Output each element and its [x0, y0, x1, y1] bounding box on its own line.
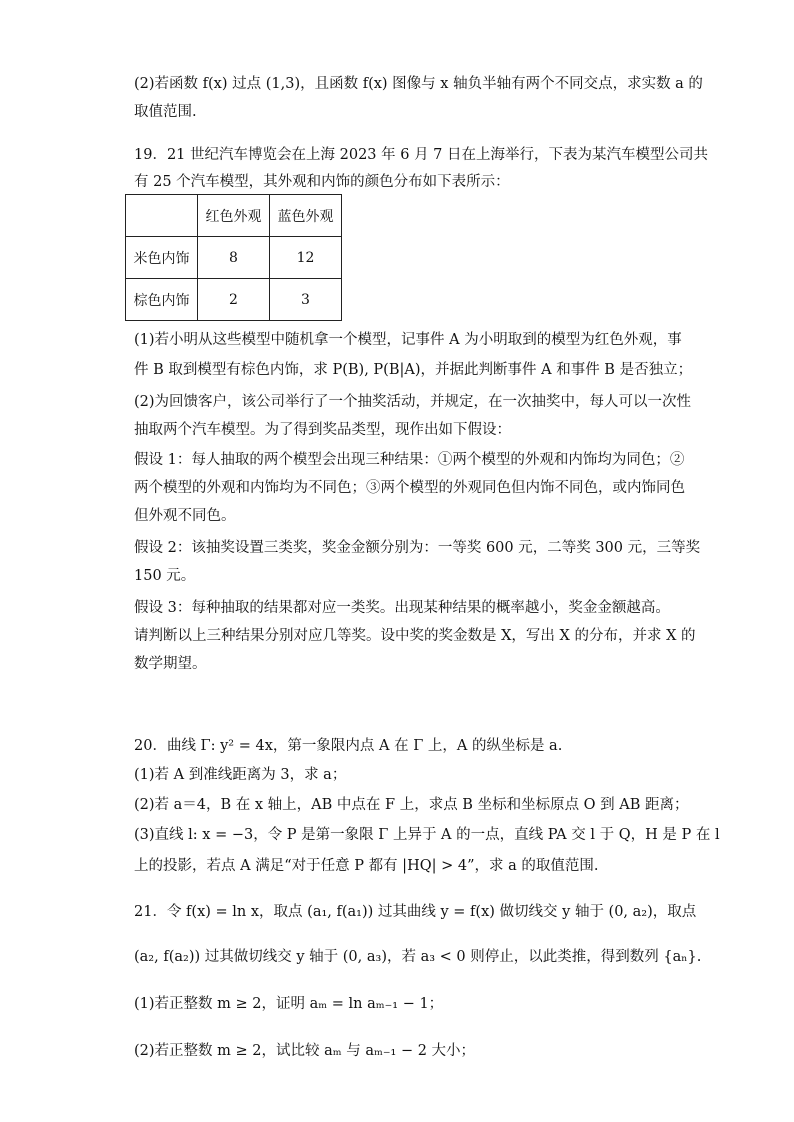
assumption-1-line-3: 但外观不同色。 — [134, 508, 236, 524]
q18-part2-line-2: 取值范围. — [134, 104, 197, 120]
q20-line-1: 20．曲线 Γ: y² = 4x，第一象限内点 A 在 Γ 上，A 的纵坐标是 a. — [134, 738, 563, 754]
table-header-cell: 红色外观 — [198, 195, 270, 237]
assumption-1-line-2: 两个模型的外观和内饰均为不同色；③两个模型的外观同色但内饰不同色，或内饰同色 — [134, 480, 685, 496]
table-header-cell — [126, 195, 198, 237]
table-row — [126, 279, 342, 321]
table-cell: 12 — [270, 237, 342, 279]
table-header-cell: 蓝色外观 — [270, 195, 342, 237]
q20-line-2: (1)若 A 到准线距离为 3，求 a； — [134, 767, 347, 783]
q19-question-line-1: 请判断以上三种结果分别对应几等奖。设中奖的奖金数是 X，写出 X 的分布，并求 X 的 — [134, 628, 696, 644]
table-header-row — [126, 195, 342, 237]
q19-part2-line-1: (2)为回馈客户，该公司举行了一个抽奖活动，并规定，在一次抽奖中，每人可以一次性 — [134, 394, 692, 410]
assumption-3-line-1: 假设 3：每种抽取的结果都对应一类奖。出现某种结果的概率越小，奖金金额越高。 — [134, 600, 670, 616]
assumption-1-line-1: 假设 1：每人抽取的两个模型会出现三种结果：①两个模型的外观和内饰均为同色；② — [134, 452, 685, 468]
table-row — [126, 237, 342, 279]
q19-part1-line-1: (1)若小明从这些模型中随机拿一个模型，记事件 A 为小明取到的模型为红色外观，事 — [134, 332, 682, 348]
q20-line-3: (2)若 a＝4，B 在 x 轴上，AB 中点在 F 上，求点 B 坐标和坐标原点 O 到 AB 距离； — [134, 797, 689, 813]
table-row-label: 米色内饰 — [126, 237, 198, 279]
assumption-2-line-1: 假设 2：该抽奖设置三类奖，奖金金额分别为：一等奖 600 元，二等奖 300 元，三等奖 — [134, 540, 701, 556]
color-distribution-table — [125, 194, 342, 321]
q19-part2-line-2: 抽取两个汽车模型。为了得到奖品类型，现作出如下假设： — [134, 422, 511, 438]
q19-intro-line-1: 19．21 世纪汽车博览会在上海 2023 年 6 月 7 日在上海举行，下表为某汽车模型公司共 — [134, 147, 709, 163]
q19-intro-line-2: 有 25 个汽车模型，其外观和内饰的颜色分布如下表所示： — [134, 174, 510, 190]
q19-question-line-2: 数学期望。 — [134, 656, 207, 672]
q21-line-1: 21．令 f(x) = ln x，取点 (a₁, f(a₁)) 过其曲线 y = f(x) 做切线交 y 轴于 (0, a₂)，取点 — [134, 904, 697, 920]
q21-line-4: (2)若正整数 m ≥ 2，试比较 aₘ 与 aₘ₋₁ − 2 大小； — [134, 1043, 476, 1059]
table-cell: 2 — [198, 279, 270, 321]
q20-line-4: (3)直线 l: x = −3，令 P 是第一象限 Γ 上异于 A 的一点，直线 PA 交 l 于 Q，H 是 P 在 l — [134, 827, 720, 843]
q20-line-5: 上的投影，若点 A 满足“对于任意 P 都有 |HQ| > 4”，求 a 的取值范围. — [134, 858, 599, 874]
table-row-label: 棕色内饰 — [126, 279, 198, 321]
table-cell: 3 — [270, 279, 342, 321]
table-cell: 8 — [198, 237, 270, 279]
q21-line-2: (a₂, f(a₂)) 过其做切线交 y 轴于 (0, a₃)，若 a₃ < 0 则停止，以此类推，得到数列 {aₙ}. — [134, 949, 702, 965]
assumption-2-line-2: 150 元。 — [134, 568, 196, 584]
q18-part2-line-1: (2)若函数 f(x) 过点 (1,3)，且函数 f(x) 图像与 x 轴负半轴有两个不同交点，求实数 a 的 — [134, 76, 703, 92]
q19-part1-line-2: 件 B 取到模型有棕色内饰，求 P(B), P(B|A)，并据此判断事件 A 和事件 B 是否独立； — [134, 362, 693, 378]
q21-line-3: (1)若正整数 m ≥ 2，证明 aₘ = ln aₘ₋₁ − 1； — [134, 996, 444, 1012]
